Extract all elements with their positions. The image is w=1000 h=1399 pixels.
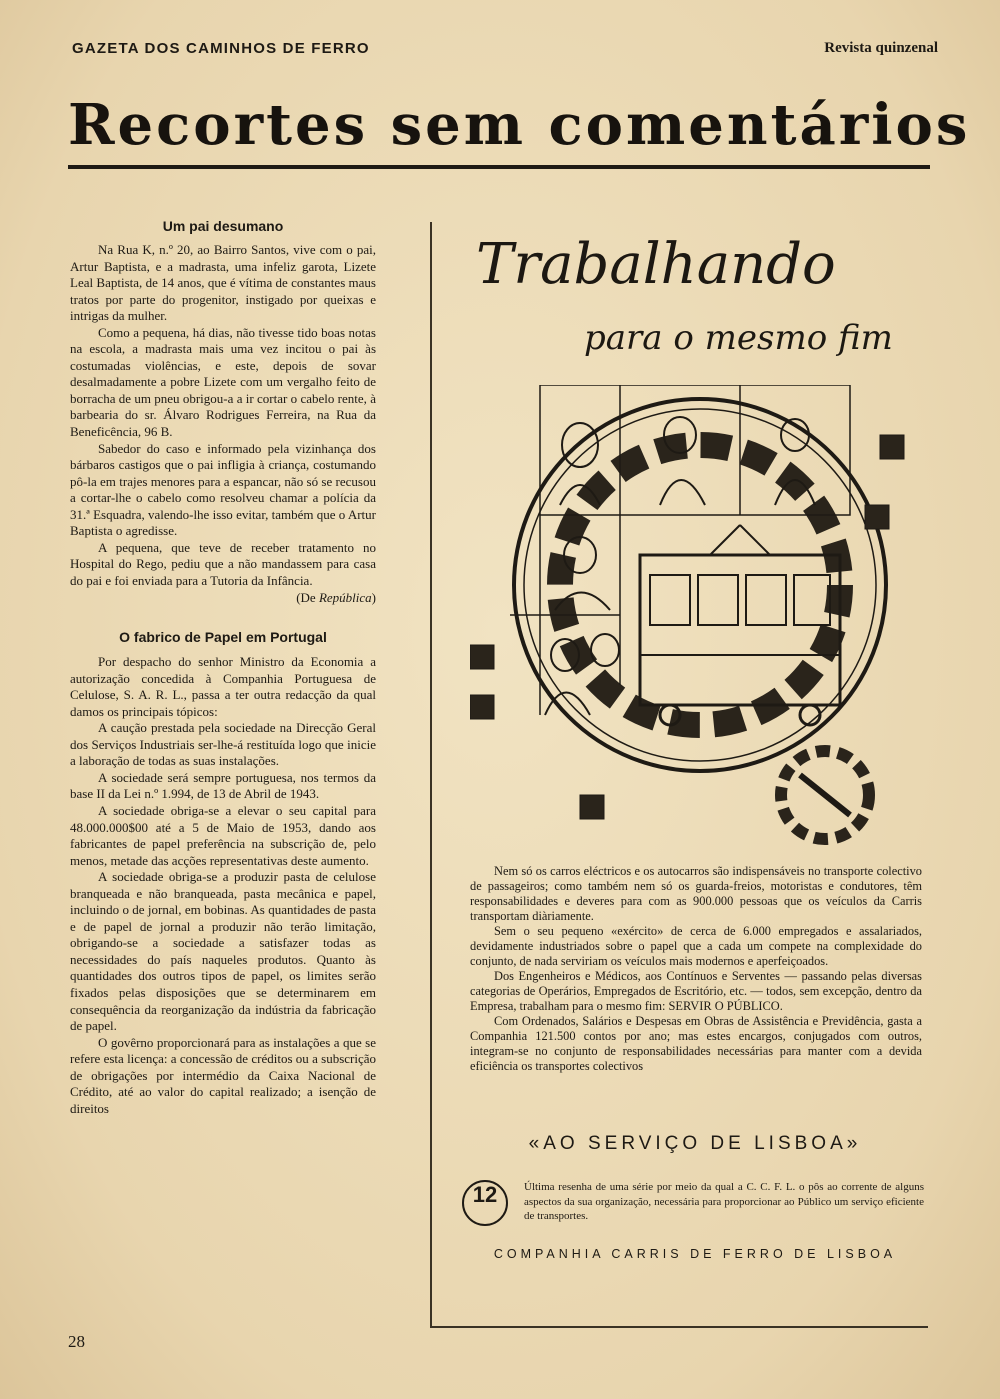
article-heading: O fabrico de Papel em Portugal (119, 629, 327, 646)
article-heading: Um pai desumano (162, 218, 284, 234)
ad-slogan: «AO SERVIÇO DE LISBOA» (528, 1133, 862, 1154)
workers-and-tram-illustration (470, 385, 920, 855)
ad-paragraph: Nem só os carros eléctricos e os autocarros são indispensáveis no transporte colectivo de passageiros; como também nem só os guarda-freios, motoristas e condutores, têm responsabilidades e deveres para com as 900.000 pessoas que os veículos da Carris transportam diàriamente. (470, 864, 922, 923)
article-paragraph: A sociedade obriga-se a elevar o seu capital para 48.000.000$00 até a 5 de Maio de 1953, dando aos fabricantes de papel preferência na subscrição de, pelo menos, metade das acções representativas deste aumento. (70, 802, 376, 868)
article-source: (De República) (296, 590, 376, 606)
series-note: Última resenha de uma série por meio da qual a C. C. F. L. o pôs ao corrente de alguns aspectos da sua organização, necessária para proporcionar ao Público um serviço eficiente de transportes. (524, 1181, 924, 1222)
ad-bottom-rule (430, 1326, 928, 1328)
article-paragraph: A pequena, que teve de receber tratamento no Hospital do Rego, pediu que a não mandassem para casa do pai e foi enviada para a Tutoria da Infância. (70, 539, 376, 588)
ad-subheadline: para o mesmo fim (584, 318, 893, 358)
publication-frequency: Revista quinzenal (824, 40, 938, 56)
publication-header: GAZETA DOS CAMINHOS DE FERRO (72, 40, 370, 57)
left-column (70, 218, 376, 1117)
article-paragraph: A sociedade será sempre portuguesa, nos termos da base II da Lei n.º 1.994, de 13 de Abril de 1943. (70, 769, 376, 802)
article-paragraph: Na Rua K, n.º 20, ao Bairro Santos, vive com o pai, Artur Baptista, e a madrasta, uma infeliz garota, Lizete Leal Baptista, de 14 anos, que é vítima de constantes maus tratos por parte do progenitor, instigado por queixas e intrigas da mulher. (70, 242, 376, 324)
article-paragraph: Sabedor do caso e informado pela vizinhança dos bárbaros castigos que o pai infligia à criança, costumando pô-la em trajes menores para a espancar, não só se recusou a cortar-lhe o cabelo como resolveu chamar a polícia da 31.ª Esquadra, valendo-lhe isso evitar, também que o Artur Baptista o agredisse. (70, 440, 376, 539)
article-paragraph: Como a pequena, há dias, não tivesse tido boas notas na escola, a madrasta mais uma vez incitou o pai às costumadas violências, e este, depois de sovar desalmadamente a pobre Lizete com um vergalho feito de borracha de um pneu obrigou-a a ir cortar o cabelo rente, à barbearia do sr. Álvaro Rodrigues Ferreira, na Rua da Beneficência, 96 B. (70, 324, 376, 440)
ad-headline: Trabalhando (476, 232, 836, 297)
column-divider (430, 222, 432, 1328)
page-number: 28 (68, 1332, 85, 1351)
article-paragraph: A caução prestada pela sociedade na Direcção Geral dos Serviços Industriais ser-lhe-á restituída logo que inicie a laboração de todas as suas instalações. (70, 720, 376, 769)
page-title: Recortes sem comentários (68, 92, 971, 158)
ad-paragraph: Sem o seu pequeno «exército» de cerca de 6.000 empregados e assalariados, devidamente industriados sobre o papel que a cada um compete na complexidade do conjunto, de nada serviriam os veículos mais modernos e aperfeiçoados. (470, 924, 922, 968)
ad-paragraph: Com Ordenados, Salários e Despesas em Obras de Assistência e Previdência, gasta a Companhia 121.500 contos por ano; mas estes encargos, conjugados com outros, integram-se no conjunto de responsabilidades necessárias para manter com a devida eficiência os transportes colectivos (470, 1014, 922, 1073)
series-number-badge: 12 (462, 1180, 508, 1226)
article-paragraph: Por despacho do senhor Ministro da Economia a autorização concedida à Companhia Portuguesa de Celulose, S. A. R. L., passa a ter outra redacção da qual damos os principais tópicos: (70, 654, 376, 719)
article-paragraph: O govêrno proporcionará para as instalações a que se refere esta licença: a concessão de créditos ou a subscrição de obrigações por intermédio da Caixa Nacional de Crédito, até ao valor do capital realizado; a isenção de direitos (70, 1034, 376, 1116)
article-paragraph: A sociedade obriga-se a produzir pasta de celulose branqueada e não branqueada, pasta mecânica e papel, incluindo o de jornal, em bobinas. As quantidades de pasta e de papel de jornal a produzir não terão limitação, obrigando-se a sociedade a satisfazer todas as necessidades do país naqueles produtos. Quanto às quantidades dos outros tipos de papel, os limites serão fixados pelas disposições que se determinarem em consequência da reorganização da indústria da fabricação de papel. (70, 869, 376, 1034)
ad-body (470, 864, 922, 1074)
ad-paragraph: Dos Engenheiros e Médicos, aos Contínuos e Serventes — passando pelas diversas categorias de Operários, Empregados de Escritório, etc. — todos, sem excepção, dentro da Empresa, trabalham para o mesmo fim: SERVIR O PÚBLICO. (470, 969, 922, 1013)
source-name: República (318, 590, 372, 606)
company-name: COMPANHIA CARRIS DE FERRO DE LISBOA (493, 1247, 897, 1261)
title-rule (68, 165, 930, 169)
